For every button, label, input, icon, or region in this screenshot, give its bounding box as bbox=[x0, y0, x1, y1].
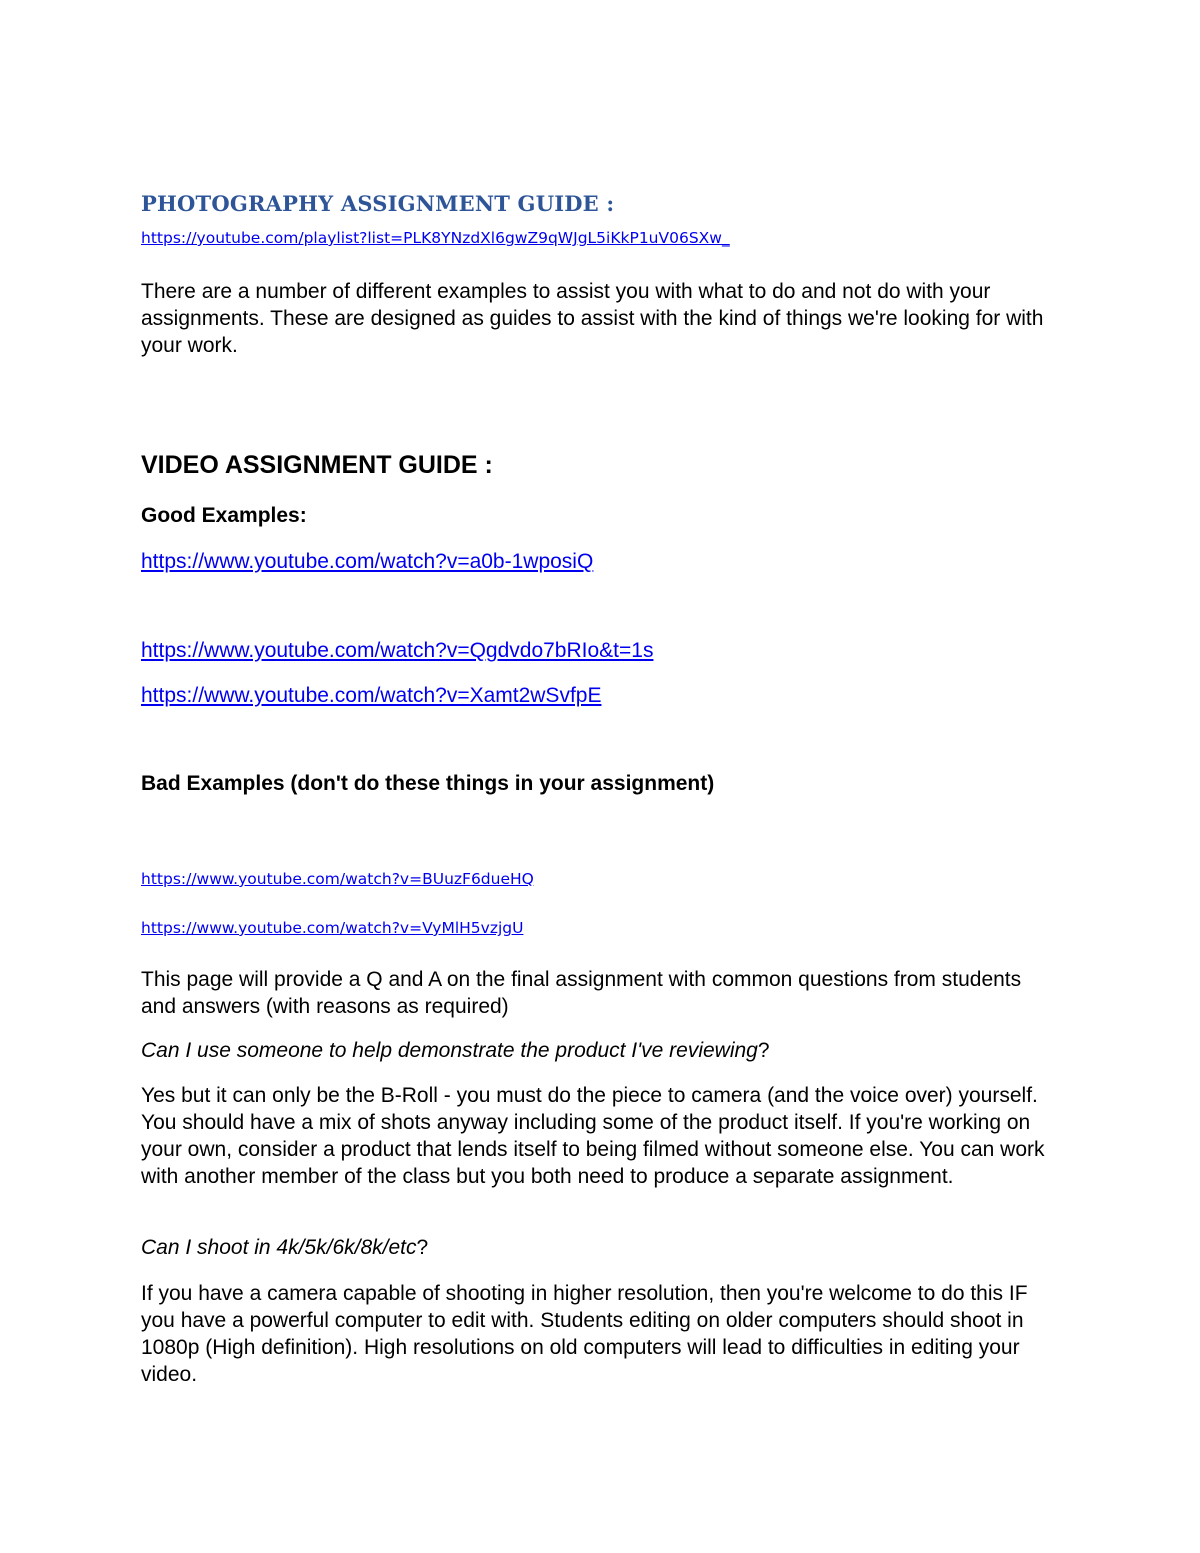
video-guide-title: VIDEO ASSIGNMENT GUIDE : bbox=[141, 451, 493, 479]
good-example-link-3[interactable]: https://www.youtube.com/watch?v=Xamt2wSvfpE bbox=[141, 684, 602, 707]
answer-2-paragraph: If you have a camera capable of shooting in higher resolution, then you're welcome to do this IF you have a powerful computer to edit with. Students editing on older computers should shoot in 1080p (High definition). High resolutions on old computers will lead to difficulties in editing your video. bbox=[141, 1282, 1028, 1386]
question-1-text: Can I use someone to help demonstrate the product I've reviewing bbox=[141, 1039, 758, 1062]
answer-1-paragraph: Yes but it can only be the B-Roll - you must do the piece to camera (and the voice over) yourself. You should have a mix of shots anyway including some of the product itself. If you're working on your own, consider a product that lends itself to being filmed without someone else. You can work with another member of the class but you both need to produce a separate assignment. bbox=[141, 1084, 1045, 1188]
question-1 bbox=[141, 1039, 770, 1063]
good-examples-heading: Good Examples: bbox=[141, 504, 307, 527]
photography-intro-paragraph: There are a number of different examples to assist you with what to do and not do with your assignments. These are designed as guides to assist with the kind of things we're looking for with your work. bbox=[141, 280, 1044, 357]
document-page bbox=[141, 0, 1071, 1553]
bad-example-link-2[interactable]: https://www.youtube.com/watch?v=VyMlH5vzjgU bbox=[141, 919, 524, 937]
qa-intro-paragraph: This page will provide a Q and A on the final assignment with common questions from students and answers (with reasons as required) bbox=[141, 968, 1022, 1018]
bad-examples-heading: Bad Examples (don't do these things in your assignment) bbox=[141, 772, 715, 795]
photography-guide-title: PHOTOGRAPHY ASSIGNMENT GUIDE : bbox=[141, 191, 615, 216]
bad-example-link-1[interactable]: https://www.youtube.com/watch?v=BUuzF6dueHQ bbox=[141, 870, 534, 888]
question-2-mark: ? bbox=[416, 1236, 429, 1259]
question-2-text: Can I shoot in 4k/5k/6k/8k/etc bbox=[141, 1236, 417, 1259]
photography-playlist-link[interactable]: https://youtube.com/playlist?list=PLK8YNzdXl6gwZ9qWJgL5iKkP1uV06SXw_ bbox=[141, 229, 730, 247]
good-example-link-1[interactable]: https://www.youtube.com/watch?v=a0b-1wposiQ bbox=[141, 550, 594, 573]
question-1-mark: ? bbox=[757, 1039, 770, 1062]
good-example-link-2[interactable]: https://www.youtube.com/watch?v=Qgdvdo7bRIo&t=1s bbox=[141, 639, 654, 662]
question-2 bbox=[141, 1236, 428, 1260]
